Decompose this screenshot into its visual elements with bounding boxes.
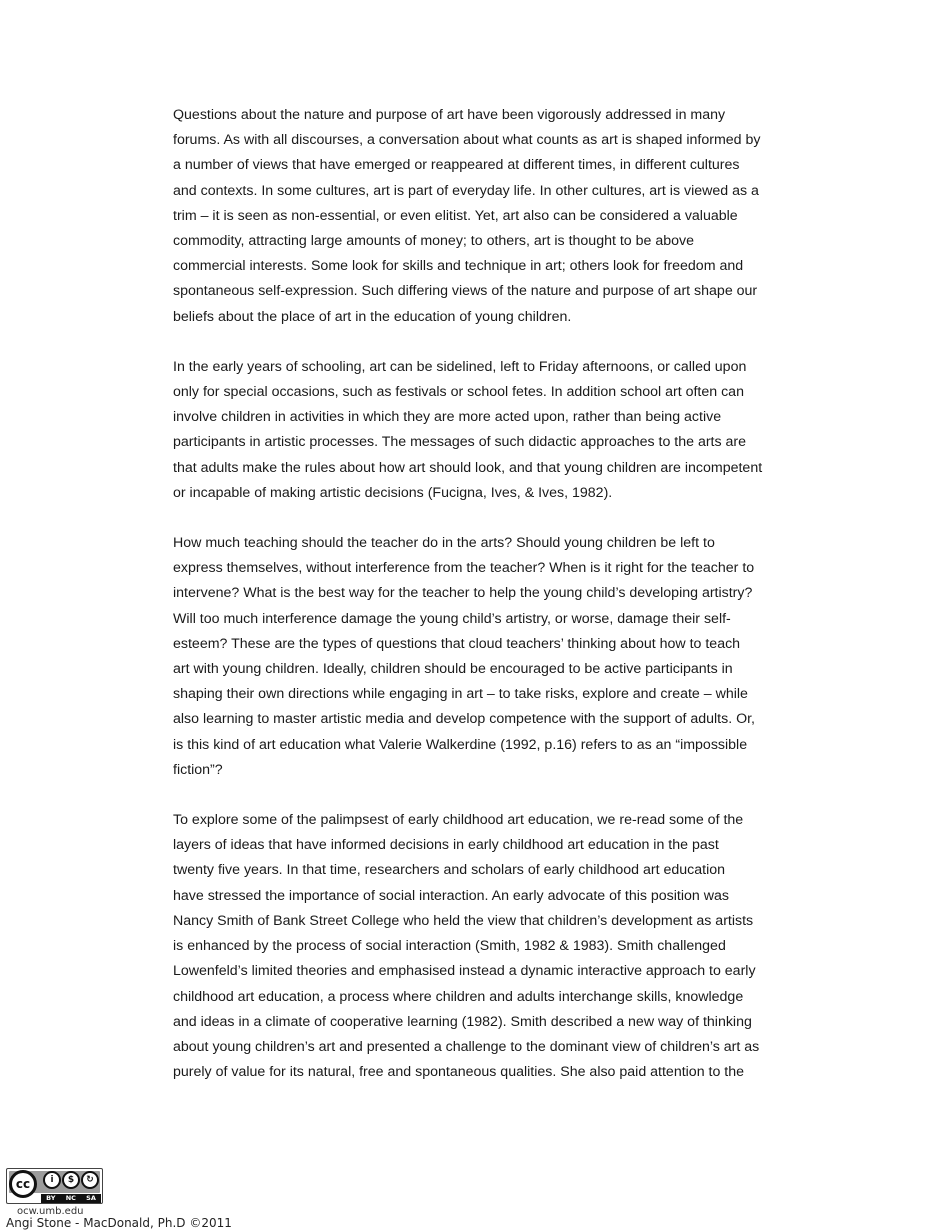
nc-noncommercial-icon: $ (62, 1171, 80, 1189)
cc-label-by: BY (46, 1194, 56, 1202)
document-body (173, 103, 785, 1110)
footer-site-link[interactable]: ocw.umb.edu (17, 1206, 84, 1217)
creative-commons-license-badge[interactable] (6, 1168, 103, 1204)
paragraph-4: To explore some of the palimpsest of early childhood art education, we re-read some of the layers of ideas that have informed decisions in early childhood art education in the past twenty five years. In that time, researchers and scholars of early childhood art education have stressed the importance of social interaction. An early advocate of this position was Nancy Smith of Bank Street College who held the view that children’s development as artists is enhanced by the process of social interaction (Smith, 1982 & 1983). Smith challenged Lowenfeld’s limited theories and emphasised instead a dynamic interactive approach to early childhood art education, a process where children and adults interchange skills, knowledge and ideas in a climate of cooperative learning (1982). Smith described a new way of thinking about young children’s art and presented a challenge to the dominant view of children’s art as purely of value for its natural, free and spontaneous qualities. She also paid attention to the (173, 812, 760, 1081)
cc-icon: cc (9, 1170, 37, 1198)
paragraph-2: In the early years of schooling, art can be sidelined, left to Friday afternoons, or called upon only for special occasions, such as festivals or school fetes. In addition school art often can involve children in activities in which they are more acted upon, rather than being active participants in artistic processes. The messages of such didactic approaches to the arts are that adults make the rules about how art should look, and that young children are incompetent or incapable of making artistic decisions (Fucigna, Ives, & Ives, 1982). (173, 358, 763, 501)
cc-label-sa: SA (86, 1194, 96, 1202)
paragraph-3: How much teaching should the teacher do in the arts? Should young children be left to express themselves, without interference from the teacher? When is it right for the teacher to intervene? What is the best way for the teacher to help the young child’s developing artistry? Will too much interference damage the young child’s artistry, or worse, damage their self- esteem? These are the types of questions that cloud teachers’ thinking about how to teach art with young children. Ideally, children should be encouraged to be active participants in shaping their own directions while engaging in art – to take risks, explore and create – while also learning to master artistic media and develop competence with the support of adults. Or, is this kind of art education what Valerie Walkerdine (1992, p.16) refers to as an “impossible fiction”? (173, 535, 755, 778)
footer-author-copyright: Angi Stone - MacDonald, Ph.D ©2011 (6, 1216, 232, 1230)
cc-label-nc: NC (65, 1194, 76, 1202)
page-footer (6, 1168, 246, 1232)
by-attribution-icon: i (43, 1171, 61, 1189)
cc-badge-labels (41, 1194, 101, 1203)
paragraph-1: Questions about the nature and purpose of art have been vigorously addressed in many forums. As with all discourses, a conversation about what counts as art is shaped informed by a number of views that have emerged or reappeared at different times, in different cultures and contexts. In some cultures, art is part of everyday life. In other cultures, art is viewed as a trim – it is seen as non-essential, or even elitist. Yet, art also can be considered a valuable commodity, attracting large amounts of money; to others, art is thought to be above commercial interests. Some look for skills and technique in art; others look for freedom and spontaneous self-expression. Such differing views of the nature and purpose of art shape our beliefs about the place of art in the education of young children. (173, 107, 761, 325)
sa-sharealike-icon: ↻ (81, 1171, 99, 1189)
